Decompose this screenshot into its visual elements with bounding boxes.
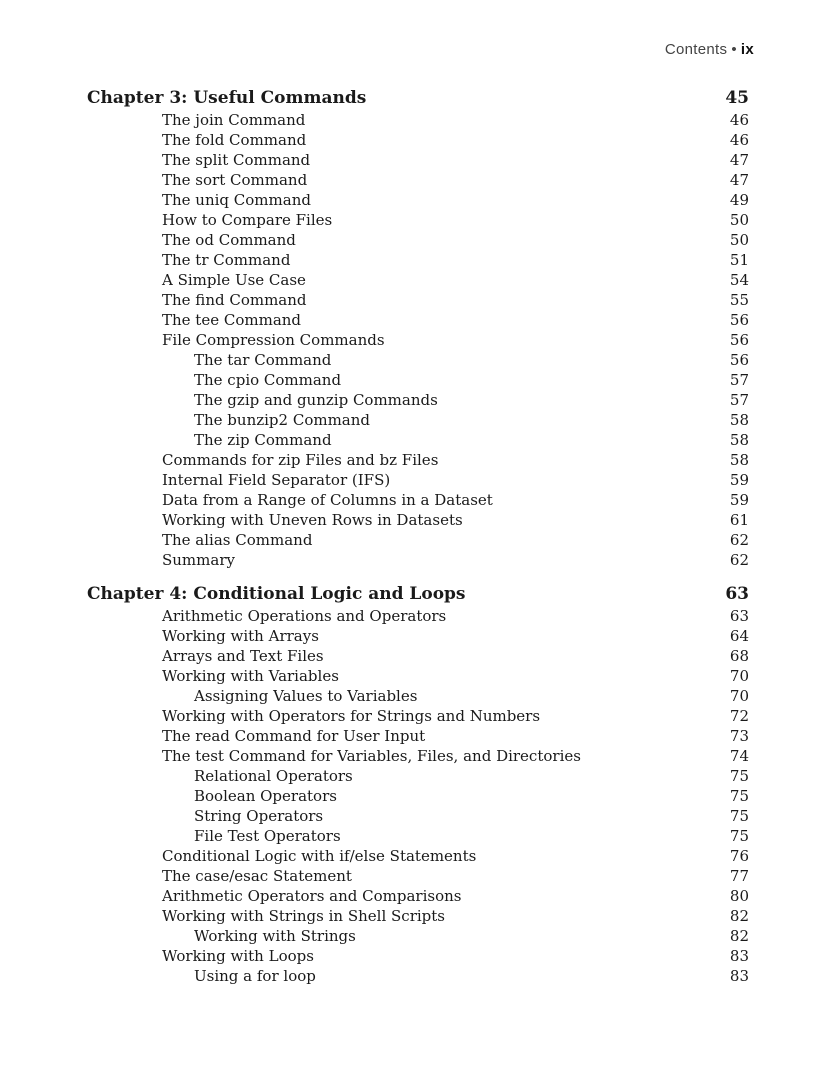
toc-entry-title: The test Command for Variables, Files, and Directories [162,747,581,765]
toc-entry-page-number: 57 [729,371,749,389]
toc-entry-title: The read Command for User Input [162,727,426,745]
toc-entry-page-number: 58 [729,451,749,469]
toc-entry[interactable] [87,746,749,766]
table-of-contents [87,86,749,986]
toc-entry-title: Relational Operators [194,767,353,785]
toc-entry[interactable] [87,530,749,550]
toc-entry-page-number: 68 [729,647,749,665]
toc-entry[interactable] [87,666,749,686]
toc-entry-title: The tar Command [194,351,332,369]
toc-entry[interactable] [87,450,749,470]
toc-entry-page-number: 47 [729,151,749,169]
toc-entry-title: Arithmetic Operators and Comparisons [162,887,462,905]
toc-entry-page-number: 51 [729,251,749,269]
toc-entry-title: The split Command [162,151,311,169]
toc-entry[interactable] [87,130,749,150]
toc-entry-page-number: 77 [729,867,749,885]
toc-entry-title: The tr Command [162,251,291,269]
toc-entry[interactable] [87,626,749,646]
toc-entry-page-number: 63 [729,607,749,625]
toc-entry-title: The fold Command [162,131,307,149]
toc-subentry[interactable] [87,686,749,706]
toc-entry-page-number: 75 [729,767,749,785]
chapter-heading[interactable] [87,582,749,606]
toc-entry[interactable] [87,170,749,190]
running-head-page-number: ix [740,41,754,58]
chapter-title: Chapter 4: Conditional Logic and Loops [87,584,466,604]
toc-entry-title: The zip Command [194,431,332,449]
toc-subentry[interactable] [87,410,749,430]
toc-entry-page-number: 75 [729,807,749,825]
toc-entry-page-number: 70 [729,667,749,685]
toc-subentry[interactable] [87,430,749,450]
chapter-title: Chapter 3: Useful Commands [87,88,367,108]
toc-entry-title: Working with Variables [162,667,339,685]
toc-entry[interactable] [87,470,749,490]
chapter-heading[interactable] [87,86,749,110]
toc-subentry[interactable] [87,826,749,846]
toc-entry-title: File Test Operators [194,827,341,845]
toc-entry-title: The alias Command [162,531,313,549]
toc-entry-page-number: 49 [729,191,749,209]
toc-entry[interactable] [87,606,749,626]
toc-subentry[interactable] [87,806,749,826]
running-head [665,41,754,58]
toc-entry-title: Working with Strings [194,927,356,945]
toc-entry-page-number: 46 [729,131,749,149]
toc-entry-title: The od Command [162,231,296,249]
toc-subentry[interactable] [87,390,749,410]
toc-entry-title: Arrays and Text Files [162,647,324,665]
toc-entry-page-number: 47 [729,171,749,189]
toc-entry-page-number: 70 [729,687,749,705]
chapter-page-number: 63 [725,584,749,604]
toc-entry-title: Data from a Range of Columns in a Dataset [162,491,493,509]
toc-entry[interactable] [87,290,749,310]
toc-entry[interactable] [87,846,749,866]
toc-entry[interactable] [87,490,749,510]
toc-entry[interactable] [87,550,749,570]
toc-entry-page-number: 62 [729,531,749,549]
toc-entry-title: Working with Uneven Rows in Datasets [162,511,463,529]
toc-entry-page-number: 82 [729,907,749,925]
toc-entry-page-number: 72 [729,707,749,725]
toc-entry-title: Working with Arrays [162,627,319,645]
toc-entry[interactable] [87,330,749,350]
toc-entry-page-number: 82 [729,927,749,945]
toc-entry-title: String Operators [194,807,324,825]
toc-entry-title: The bunzip2 Command [194,411,371,429]
toc-entry[interactable] [87,906,749,926]
toc-subentry[interactable] [87,350,749,370]
toc-entry-title: Working with Strings in Shell Scripts [162,907,445,925]
toc-entry[interactable] [87,866,749,886]
toc-entry-title: The cpio Command [194,371,342,389]
toc-entry-page-number: 50 [729,211,749,229]
toc-entry[interactable] [87,190,749,210]
toc-subentry[interactable] [87,966,749,986]
toc-entry[interactable] [87,310,749,330]
toc-entry-title: The uniq Command [162,191,311,209]
toc-entry[interactable] [87,210,749,230]
toc-entry[interactable] [87,250,749,270]
toc-entry-title: Working with Loops [162,947,314,965]
toc-entry-title: The sort Command [162,171,308,189]
toc-entry-page-number: 46 [729,111,749,129]
toc-subentry[interactable] [87,786,749,806]
toc-entry-page-number: 64 [729,627,749,645]
toc-entry-title: How to Compare Files [162,211,333,229]
toc-entry-title: Commands for zip Files and bz Files [162,451,439,469]
toc-entry-title: Assigning Values to Variables [194,687,418,705]
toc-entry[interactable] [87,110,749,130]
toc-entry[interactable] [87,946,749,966]
toc-subentry[interactable] [87,926,749,946]
toc-entry-page-number: 55 [729,291,749,309]
toc-entry-title: The find Command [162,291,307,309]
toc-entry-page-number: 83 [729,967,749,985]
toc-entry-page-number: 59 [729,491,749,509]
toc-entry-title: File Compression Commands [162,331,385,349]
toc-entry-title: The join Command [162,111,306,129]
toc-entry-page-number: 80 [729,887,749,905]
chapter-page-number: 45 [725,88,749,108]
toc-entry-title: Boolean Operators [194,787,337,805]
toc-entry-page-number: 59 [729,471,749,489]
toc-entry-page-number: 75 [729,827,749,845]
toc-entry-page-number: 83 [729,947,749,965]
toc-entry-page-number: 58 [729,411,749,429]
toc-entry[interactable] [87,150,749,170]
toc-entry[interactable] [87,726,749,746]
toc-entry-page-number: 75 [729,787,749,805]
toc-entry-page-number: 56 [729,351,749,369]
toc-entry-page-number: 76 [729,847,749,865]
toc-subentry[interactable] [87,370,749,390]
toc-entry-title: The gzip and gunzip Commands [194,391,438,409]
toc-entry[interactable] [87,886,749,906]
chapter-spacer [87,570,749,582]
toc-entry-title: Using a for loop [194,967,316,985]
toc-entry-page-number: 62 [729,551,749,569]
toc-entry-page-number: 73 [729,727,749,745]
toc-entry[interactable] [87,510,749,530]
toc-entry-title: Conditional Logic with if/else Statements [162,847,477,865]
toc-subentry[interactable] [87,766,749,786]
toc-entry-title: Internal Field Separator (IFS) [162,471,391,489]
toc-entry-title: Arithmetic Operations and Operators [162,607,447,625]
toc-entry-page-number: 54 [729,271,749,289]
toc-entry-page-number: 61 [729,511,749,529]
toc-entry[interactable] [87,230,749,250]
toc-entry-page-number: 50 [729,231,749,249]
toc-entry-title: Working with Operators for Strings and Numbers [162,707,541,725]
toc-entry-title: The tee Command [162,311,302,329]
toc-entry-page-number: 56 [729,311,749,329]
toc-entry-page-number: 74 [729,747,749,765]
running-head-separator: • [731,41,737,58]
toc-entry-page-number: 57 [729,391,749,409]
toc-entry[interactable] [87,270,749,290]
toc-entry[interactable] [87,706,749,726]
toc-entry[interactable] [87,646,749,666]
toc-entry-title: The case/esac Statement [162,867,352,885]
toc-entry-title: Summary [162,551,235,569]
toc-entry-title: A Simple Use Case [162,271,306,289]
toc-entry-page-number: 58 [729,431,749,449]
running-head-section: Contents [664,41,728,58]
toc-entry-page-number: 56 [729,331,749,349]
